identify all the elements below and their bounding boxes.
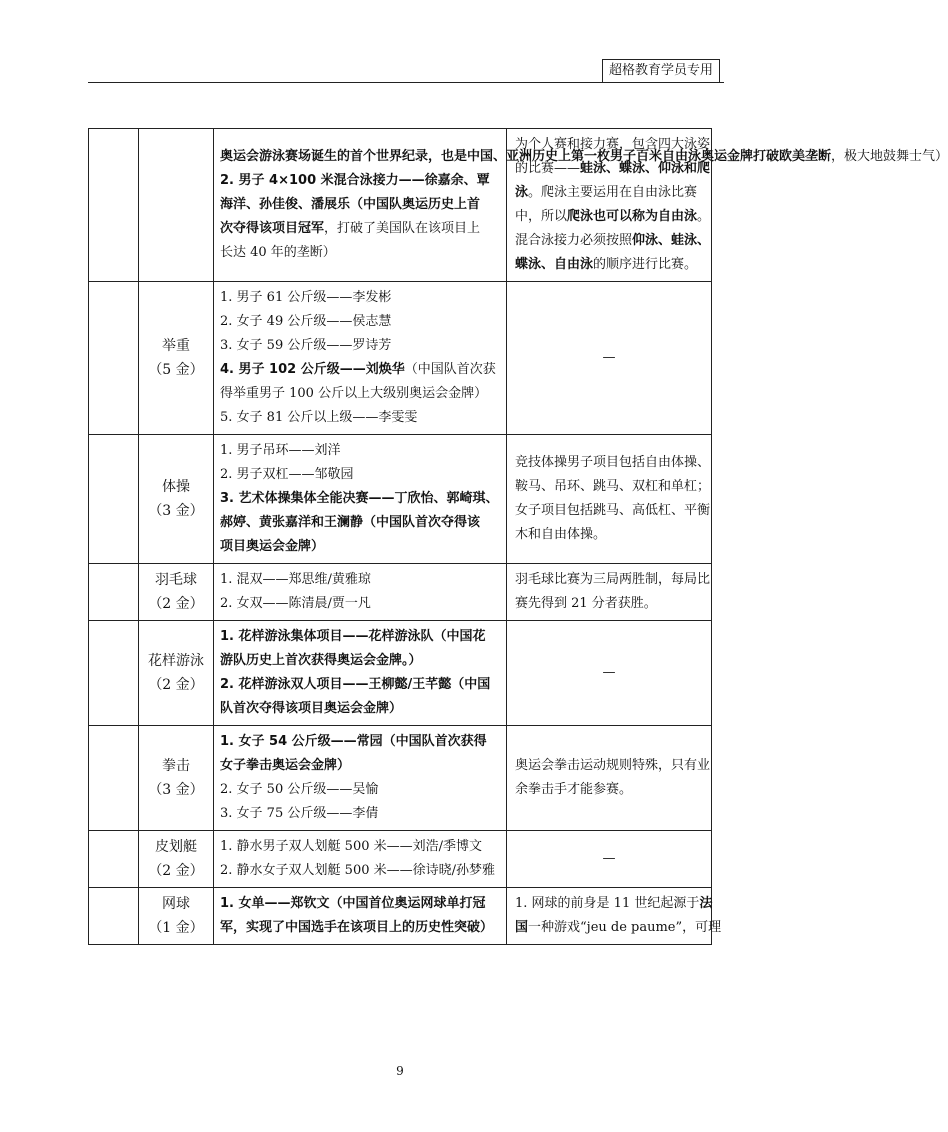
category-cell (89, 435, 139, 564)
medal-bold-text: 1. 女子 54 公斤级——常园（中国队首次获得 (220, 734, 487, 749)
table-row (89, 564, 712, 621)
medal-bold-text: 牌打破欧美垄断 (740, 149, 832, 164)
sport-cell (139, 831, 214, 888)
note-text: 鞍马、吊环、跳马、双杠和单杠； (515, 479, 711, 494)
medal-line (220, 778, 500, 802)
note-text: 木和自由体操。 (515, 527, 607, 542)
medal-line (220, 625, 500, 649)
note-bold-text: 爬泳也可以称为自由泳 (567, 209, 698, 224)
medal-line (220, 334, 500, 358)
note-line (515, 916, 722, 940)
page-number: 9 (396, 1064, 404, 1078)
header-rule (88, 82, 724, 83)
gold-medal-cell (214, 888, 507, 945)
medal-line (220, 730, 500, 754)
notes-cell (507, 435, 712, 564)
note-line (515, 523, 703, 547)
medal-count: （2 金） (148, 863, 204, 879)
medal-line (220, 916, 500, 940)
sport-cell (139, 435, 214, 564)
medal-line (220, 835, 500, 859)
medal-count: （2 金） (148, 677, 204, 693)
note-line (515, 133, 711, 157)
note-text: 的顺序进行比赛。 (593, 257, 698, 272)
medal-text: 长达 40 年的垄断） (220, 245, 336, 260)
notes-cell (507, 888, 722, 945)
medal-line (220, 754, 500, 778)
table-row (89, 831, 712, 888)
notes-cell (507, 282, 712, 435)
medal-line (220, 592, 500, 616)
note-line (515, 499, 711, 523)
sport-cell (139, 888, 214, 945)
note-text: 为个人赛和接力赛，包含四大泳姿 (515, 137, 711, 152)
category-cell (89, 831, 139, 888)
medal-line (220, 439, 500, 463)
note-text: 赛先得到 21 分者获胜。 (515, 596, 657, 611)
medal-line (220, 169, 500, 193)
medal-bold-text: 1. 女单——郑钦文（中国首位奥运网球单打冠 (220, 896, 486, 911)
medal-line (220, 673, 500, 697)
medal-bold-text: 军，实现了中国选手在该项目上的历史性突破） (220, 920, 494, 935)
table-row (89, 129, 712, 282)
table-row (89, 621, 712, 726)
note-text: 1. 网球的前身是 11 世纪起源于 (515, 896, 700, 911)
note-text: 奥运会拳击运动规则特殊，只有业 (515, 758, 711, 773)
note-bold-text: 蝶泳、自由泳 (515, 257, 594, 272)
gold-medal-cell (214, 564, 507, 621)
category-cell (89, 129, 139, 282)
medal-line (220, 568, 500, 592)
sport-name: 皮划艇 (155, 839, 197, 855)
sport-name: 羽毛球 (155, 572, 197, 588)
table-row (89, 888, 712, 945)
note-text: 中，所以 (515, 209, 568, 224)
note-line (515, 157, 711, 181)
table-row (89, 435, 712, 564)
medal-bold-text: 1. 花样游泳集体项目——花样游泳队（中国花 (220, 629, 486, 644)
gold-medal-cell (214, 435, 507, 564)
medal-text: 2. 男子双杠——邹敬园 (220, 467, 354, 482)
medal-table (88, 128, 948, 945)
note-text: 女子项目包括跳马、高低杠、平衡 (515, 503, 711, 518)
medal-text: 1. 静水男子双人划艇 500 米——刘浩/季博文 (220, 839, 482, 854)
medal-bold-text: 国、亚洲历史上第一枚男子百米自由泳奥运金 (480, 149, 741, 164)
sport-cell (139, 564, 214, 621)
note-line (515, 892, 713, 916)
note-text: 一种游戏“jeu de paume”，可理 (528, 920, 722, 935)
category-cell (89, 564, 139, 621)
medal-line (220, 217, 500, 241)
sport-name: 花样游泳 (148, 653, 204, 669)
medal-text: ，打破了美国队在该项目上 (324, 221, 481, 236)
medal-text: 1. 男子 61 公斤级——李发彬 (220, 290, 392, 305)
sport-name: 举重 (162, 338, 190, 354)
medal-bold-text: 海洋、孙佳俊、潘展乐（中国队奥运历史上首 (220, 197, 481, 212)
category-cell (89, 888, 139, 945)
medal-bold-text: 奥运会游泳赛场诞生的首个世界纪录，也是中 (220, 149, 481, 164)
medal-bold-text: 女子拳击奥运会金牌） (220, 758, 351, 773)
sport-cell (139, 282, 214, 435)
medal-text: ，极大地鼓舞士气） (831, 149, 948, 164)
note-text: 。爬泳主要运用在自由泳比赛 (528, 185, 698, 200)
note-bold-text: 泳 (515, 185, 529, 200)
table-row (89, 282, 712, 435)
medal-bold-text: 项目奥运会金牌） (220, 539, 325, 554)
notes-cell (507, 129, 712, 282)
medal-count: （2 金） (148, 596, 204, 612)
medal-line (220, 649, 500, 673)
medal-text: 2. 静水女子双人划艇 500 米——徐诗晓/孙梦雅 (220, 863, 495, 878)
note-text: 羽毛球比赛为三局两胜制，每局比 (515, 572, 711, 587)
sport-name: 体操 (162, 479, 190, 495)
empty-dash: — (602, 851, 616, 866)
note-line (515, 568, 711, 592)
header-tag: 超格教育学员专用 (602, 59, 720, 83)
medal-line (220, 535, 500, 559)
medal-line (220, 487, 500, 511)
medal-count: （3 金） (148, 782, 204, 798)
category-cell (89, 726, 139, 831)
medal-line (220, 193, 500, 217)
medal-text: 3. 女子 75 公斤级——李倩 (220, 806, 379, 821)
note-line (515, 229, 711, 253)
medal-line (220, 286, 500, 310)
medal-text: 3. 女子 59 公斤级——罗诗芳 (220, 338, 392, 353)
medal-text: 2. 女双——陈清晨/贾一凡 (220, 596, 371, 611)
note-bold-text: 法 (699, 896, 713, 911)
medal-line (220, 310, 500, 334)
note-line (515, 205, 711, 229)
gold-medal-cell (214, 831, 507, 888)
medal-line (220, 802, 500, 826)
note-text: 混合泳接力必须按照 (515, 233, 633, 248)
note-line (515, 475, 711, 499)
note-line (515, 451, 711, 475)
note-line (515, 754, 711, 778)
medal-bold-text: 次夺得该项目冠军 (220, 221, 325, 236)
medal-bold-text: 2. 花样游泳双人项目——王柳懿/王芊懿（中国 (220, 677, 491, 692)
medal-text: 2. 女子 50 公斤级——吴愉 (220, 782, 379, 797)
medal-bold-text: 队首次夺得该项目奥运会金牌） (220, 701, 403, 716)
medal-text: 5. 女子 81 公斤以上级——李雯雯 (220, 410, 418, 425)
medal-bold-text: 游队历史上首次获得奥运会金牌。） (220, 653, 422, 668)
medal-line (220, 859, 500, 883)
sport-cell (139, 726, 214, 831)
medal-bold-text: 2. 男子 4×100 米混合泳接力——徐嘉余、覃 (220, 173, 490, 188)
note-bold-text: 仰泳、蛙泳、 (632, 233, 711, 248)
medal-line (220, 511, 500, 535)
sport-cell (139, 621, 214, 726)
medal-text: 2. 女子 49 公斤级——侯志慧 (220, 314, 392, 329)
notes-cell (507, 831, 712, 888)
medal-text: 1. 混双——郑思维/黄雅琼 (220, 572, 371, 587)
medal-line (220, 382, 500, 406)
note-bold-text: 国 (515, 920, 529, 935)
medal-bold-text: 郝婷、黄张嘉洋和王澜静（中国队首次夺得该 (220, 515, 481, 530)
sport-name: 拳击 (162, 758, 190, 774)
gold-medal-cell (214, 282, 507, 435)
note-text: 的比赛—— (515, 161, 581, 176)
medal-line (220, 406, 500, 430)
medal-line (220, 697, 500, 721)
medal-line (220, 892, 500, 916)
medal-bold-text: 4. 男子 102 公斤级——刘焕华 (220, 362, 405, 377)
empty-dash: — (602, 665, 616, 680)
medal-text: （中国队首次获 (404, 362, 496, 377)
medal-count: （1 金） (148, 920, 204, 936)
medal-bold-text: 3. 艺术体操集体全能决赛——丁欣怡、郭崎琪、 (220, 491, 499, 506)
sport-name: 网球 (162, 896, 190, 912)
medal-line (220, 241, 500, 265)
note-text: 。 (697, 209, 711, 224)
gold-medal-cell (214, 621, 507, 726)
note-line (515, 592, 703, 616)
notes-cell (507, 621, 712, 726)
notes-cell (507, 564, 712, 621)
medal-line (220, 463, 500, 487)
medal-text: 1. 男子吊环——刘洋 (220, 443, 341, 458)
note-line (515, 253, 703, 277)
medal-count: （5 金） (148, 362, 204, 378)
category-cell (89, 282, 139, 435)
medal-line (220, 358, 500, 382)
note-text: 余拳击手才能参赛。 (515, 782, 633, 797)
notes-cell (507, 726, 712, 831)
note-text: 竞技体操男子项目包括自由体操、 (515, 455, 711, 470)
table-row (89, 726, 712, 831)
medal-count: （3 金） (148, 503, 204, 519)
note-line (515, 181, 703, 205)
medal-text: 得举重男子 100 公斤以上大级别奥运会金牌） (220, 386, 488, 401)
category-cell (89, 621, 139, 726)
sport-cell (139, 129, 214, 282)
gold-medal-cell (214, 726, 507, 831)
empty-dash: — (602, 350, 616, 365)
note-bold-text: 蛙泳、蝶泳、仰泳和爬 (580, 161, 711, 176)
note-line (515, 778, 703, 802)
